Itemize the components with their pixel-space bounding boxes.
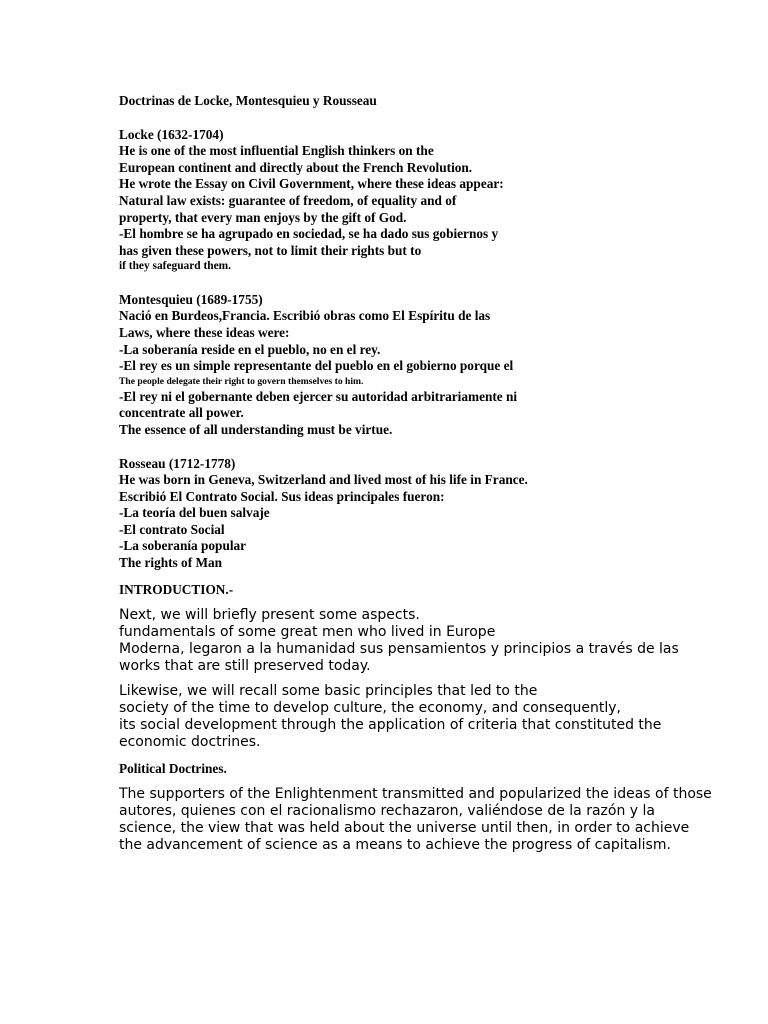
rousseau-line: -El contrato Social [119, 521, 225, 537]
document-title: Doctrinas de Locke, Montesquieu y Rousseau [119, 93, 377, 108]
document-page [119, 93, 739, 853]
introduction-line: Moderna, legaron a la humanidad sus pensamientos y principios a través de las [119, 640, 679, 657]
political-doctrines-heading: Political Doctrines. [119, 760, 227, 776]
rousseau-heading: Rosseau (1712-1778) [119, 455, 236, 471]
montesquieu-line: Laws, where these ideas were: [119, 324, 290, 340]
montesquieu-heading: Montesquieu (1689-1755) [119, 291, 263, 307]
montesquieu-line: -El rey ni el gobernante deben ejercer su autoridad arbitrariamente ni [119, 388, 518, 404]
montesquieu-line: concentrate all power. [119, 405, 244, 421]
locke-heading: Locke (1632-1704) [119, 126, 224, 142]
political-doctrines-paragraph [119, 786, 739, 853]
introduction-paragraph-1 [119, 607, 739, 674]
montesquieu-line: The essence of all understanding must be virtue. [119, 421, 393, 437]
introduction-paragraph-2 [119, 683, 739, 750]
introduction-line: Next, we will briefly present some aspects. [119, 607, 420, 624]
rousseau-line: Escribió El Contrato Social. Sus ideas principales fueron: [119, 488, 445, 504]
introduction-line: fundamentals of some great men who lived in Europe [119, 624, 496, 641]
locke-line: -El hombre se ha agrupado en sociedad, se ha dado sus gobiernos y [119, 226, 499, 242]
rousseau-section [119, 456, 739, 572]
locke-line: has given these powers, not to limit their rights but to [119, 242, 422, 258]
montesquieu-line: -La soberanía reside en el pueblo, no en el rey. [119, 341, 381, 357]
introduction-line: economic doctrines. [119, 733, 261, 750]
political-line: science, the view that was held about the universe until then, in order to achieve [119, 819, 690, 836]
introduction-line: Likewise, we will recall some basic principles that led to the [119, 683, 538, 700]
locke-line: He wrote the Essay on Civil Government, where these ideas appear: [119, 176, 504, 192]
locke-section [119, 127, 739, 275]
montesquieu-line: Nació en Burdeos,Francia. Escribió obras como El Espíritu de las [119, 308, 491, 324]
rousseau-line: -La soberanía popular [119, 538, 247, 554]
rousseau-line: He was born in Geneva, Switzerland and lived most of his life in France. [119, 472, 528, 488]
locke-line: European continent and directly about the French Revolution. [119, 159, 473, 175]
montesquieu-line: -El rey es un simple representante del pueblo en el gobierno porque el [119, 358, 514, 374]
political-line: The supporters of the Enlightenment transmitted and popularized the ideas of those [119, 786, 712, 803]
introduction-line: works that are still preserved today. [119, 657, 371, 674]
montesquieu-section [119, 292, 739, 439]
introduction-line: its social development through the application of criteria that constituted the [119, 717, 662, 734]
locke-line: He is one of the most influential English thinkers on the [119, 143, 434, 159]
rousseau-line: The rights of Man [119, 555, 223, 571]
introduction-line: society of the time to develop culture, the economy, and consequently, [119, 700, 621, 717]
political-line: autores, quienes con el racionalismo rechazaron, valiéndose de la razón y la [119, 803, 655, 820]
rousseau-line: -La teoría del buen salvaje [119, 505, 270, 521]
locke-last-line: if they safeguard them. [119, 260, 231, 273]
introduction-heading: INTRODUCTION.- [119, 581, 234, 597]
locke-line: property, that every man enjoys by the gift of God. [119, 209, 407, 225]
locke-line: Natural law exists: guarantee of freedom, of equality and of [119, 192, 457, 208]
montesquieu-tiny-line: The people delegate their right to govern themselves to him. [119, 375, 364, 387]
political-line: the advancement of science as a means to achieve the progress of capitalism. [119, 836, 671, 853]
